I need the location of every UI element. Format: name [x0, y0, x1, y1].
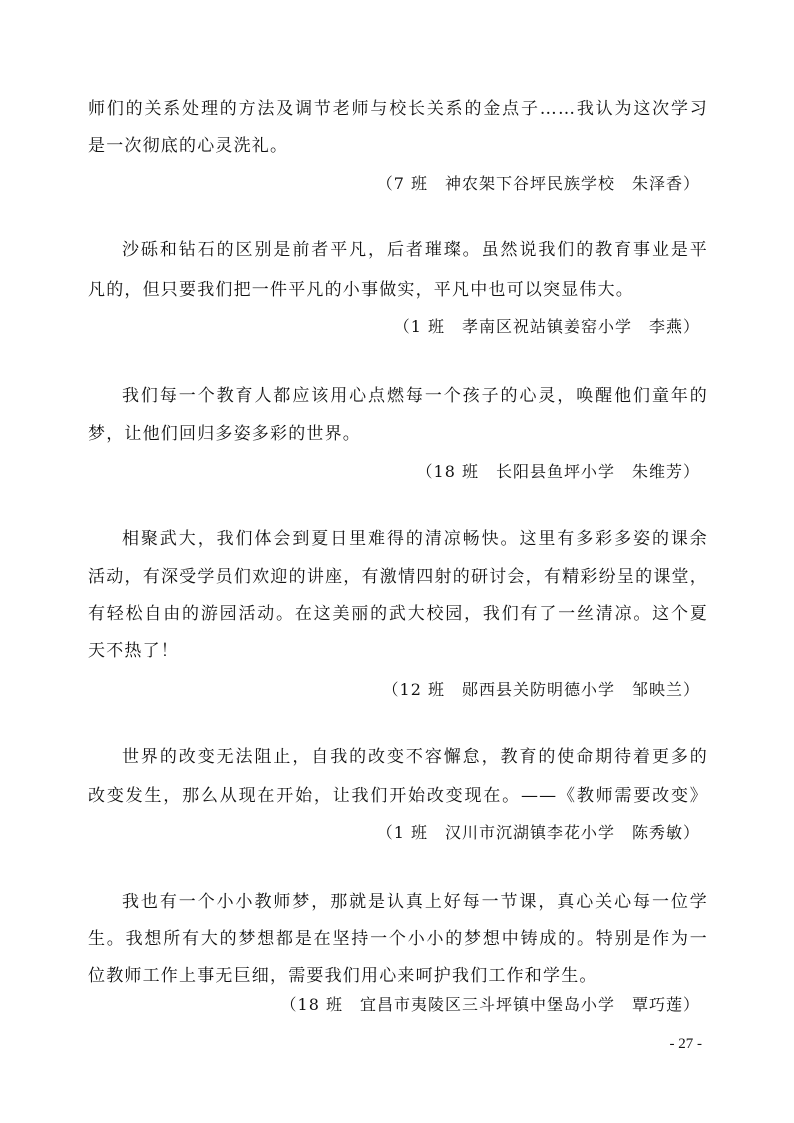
entry-4-line-4: 天不热了！ [88, 641, 179, 661]
entry-5-line-2: 改变发生，那么从现在开始，让我们开始改变现在。——《教师需要改变》 [88, 786, 708, 806]
entry-4-line-2: 活动，有深受学员们欢迎的讲座，有激情四射的研讨会，有精彩纷呈的课堂， [88, 567, 708, 587]
entry-3-signature: （18 班 长阳县鱼坪小学 朱维芳） [416, 462, 700, 481]
entry-1-line-1: 师们的关系处理的方法及调节老师与校长关系的金点子……我认为这次学习 [88, 99, 708, 119]
entry-1-signature: （7 班 神农架下谷坪民族学校 朱泽香） [376, 174, 700, 193]
entry-6-signature: （18 班 宜昌市夷陵区三斗坪镇中堡岛小学 覃巧莲） [280, 995, 700, 1014]
entry-5-signature: （1 班 汉川市沉湖镇李花小学 陈秀敏） [376, 823, 700, 842]
entry-6-line-1: 我也有一个小小教师梦，那就是认真上好每一节课，真心关心每一位学 [122, 892, 708, 912]
entry-4-signature: （12 班 郧西县关防明德小学 邹映兰） [382, 680, 700, 699]
entry-6-line-2: 生。我想所有大的梦想都是在坚持一个小小的梦想中铸成的。特别是作为一 [88, 929, 708, 949]
entry-2-line-1: 沙砾和钻石的区别是前者平凡，后者璀璨。虽然说我们的教育事业是平 [122, 240, 708, 260]
entry-5-line-1: 世界的改变无法阻止，自我的改变不容懈怠，教育的使命期待着更多的 [122, 747, 708, 767]
entry-4-line-3: 有轻松自由的游园活动。在这美丽的武大校园，我们有了一丝清凉。这个夏 [88, 604, 708, 624]
page-number: - 27 - [669, 1036, 702, 1052]
entry-2-signature: （1 班 孝南区祝站镇姜窑小学 李燕） [393, 317, 700, 336]
entry-6-line-3: 位教师工作上事无巨细，需要我们用心来呵护我们工作和学生。 [88, 966, 598, 986]
entry-3-line-1: 我们每一个教育人都应该用心点燃每一个孩子的心灵，唤醒他们童年的 [122, 386, 708, 406]
entry-4-line-1: 相聚武大，我们体会到夏日里难得的清凉畅快。这里有多彩多姿的课余 [122, 529, 708, 549]
entry-3-line-2: 梦，让他们回归多姿多彩的世界。 [88, 424, 361, 444]
entry-2-line-2: 凡的，但只要我们把一件平凡的小事做实，平凡中也可以突显伟大。 [88, 280, 634, 300]
entry-1-line-2: 是一次彻底的心灵洗礼。 [88, 136, 289, 156]
